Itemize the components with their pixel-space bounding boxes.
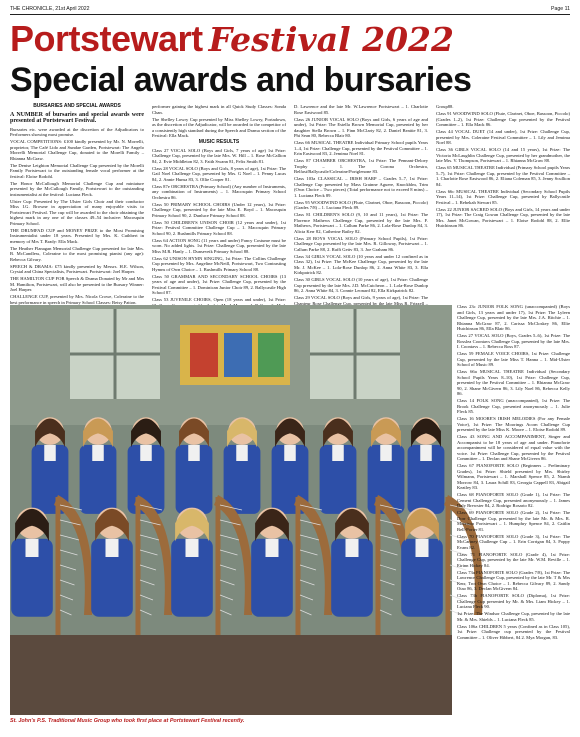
results-paragraph: The Denise Leighton Memorial Challenge Cup presented by the Morelli Family Portstewart to the outstanding female vocal performer at the festival: Eloise Rodohl.: [10, 162, 144, 179]
photo-caption: St. John's P.S. Traditional Music Group who took first place at Portstewart Festival recently.: [10, 718, 245, 724]
lead-paragraph: A NUMBER of bursaries and special awards were presented at Portstewart Festival.: [10, 111, 144, 125]
results-paragraph: Bursaries etc. were awarded at the discretion of the Adjudicators to Performers showing most promise.: [10, 126, 144, 138]
results-paragraph: Class 26 JUNIOR VOCAL SOLO (Boys and Girls, 6 years of age and under), 1st Prize: The Estella Brown Memorial Cup, presented by her daughter Stella Brown – 1. Finn McClarty 82, 2. Daniel Beattie 81, 3. Phi Sean 80, Rebecca Blair 80.: [294, 116, 428, 138]
results-paragraph: Class 69 PIANOFORTE SOLO (Grade 2), 1st Prize: The Dorr Challenge Cup, presented by the late Mr. & Mrs. R. Morrison Portstewart – 1. Humphry Spence 84, 2. Caitlin Bell-Porter 81.: [457, 510, 570, 532]
child-figure: [251, 508, 293, 617]
column-2-body: [152, 104, 286, 139]
results-paragraph: Ulster Cup: Presented by The Ulster Girls Choir and their conductor Miss I.G. Browne in appreciation of many enjoyable visits to Portstewart Festival. The cup will be awarded to the choir obtaining the highest mark in any one of the classes 49–54 inclusive: Macosquin Primary School.: [10, 198, 144, 226]
results-paragraph: CHALLENGE CUP, presented by Mrs. Nicola Crowe, Coleraine to the best performance in speech in Primary School Classes: Betsy Patton.: [10, 294, 144, 305]
article-columns: [10, 104, 570, 304]
results-paragraph: THE HAMILTON CUP FOR Speech & Drama Donated by Mr and Mrs M. Hamilton, Portstewart, will also be presented to the Bursary Winner: Joel Harper.: [10, 276, 144, 293]
results-paragraph: VOCAL COMPETITIONS: £100 kindly presented by Mr. N. Morrelli, proprietor, The Café Lido and Sundae Garden, Portstewart: The Angelo Morrelli Memorial Challenge Cup, donated to the Morelli Family – Rhianna McGraw.: [10, 139, 144, 161]
column-subhead: BURSARIES AND SPECIAL AWARDS: [33, 103, 121, 109]
child-figure: [331, 508, 373, 617]
results-paragraph: Class 14 FOLK SONG (unaccompanied), 1st Prize: The Brook Challenge Cup, presented anonymously – 1. Julie Fleck 85.: [457, 398, 570, 414]
child-figure: [128, 417, 165, 514]
child-figure: [171, 508, 213, 617]
results-paragraph: Class 65 MUSICAL THEATRE Individual (Primary School pupils Years 5–7), 1st Prize: Challenge Cup, presented by the Festival Committee – 1. Charlotte Rose Eastwood 86, 2. Eliana Coleman 85, 3. Jenny Scullion 84.: [436, 165, 570, 187]
results-paragraph: Class 70 PIANOFORTE SOLO (Grade 3), 1st Prize: The McCartney Challenge Cup – 1. Erin Corrigan 84, 3. Poppy Evans 82.: [457, 533, 570, 550]
results-paragraph: Class 50 PRIMARY SCHOOL CHOIRS (Under 12 years), 1st Prize: Challenge Cup, presented by the late Miss E. Boyd – 1. Macosquin Primary School 90, 2. Dunluce Primary School 88.: [152, 201, 286, 218]
page-number: Page 11: [551, 6, 570, 12]
results-paragraph: Class 59 FEMALE VOICE CHOIRS, 1st Prize: Challenge Cup, presented by the late Miss T. Hanna – 1. Mid-Ulster School of Music 89.: [457, 351, 570, 367]
results-paragraph: Class 87e ORCHESTRA (Primary School) (Any number of Instruments, any combination of Instruments) – 1. Macosquin Primary School Orchestra 86.: [152, 183, 286, 200]
group-photo: [10, 305, 452, 715]
results-paragraph: Class 16 MOORE'S IRISH MELODIES (For any Female Voice), 1st Prize: The Moorings Acorn Challenge Cup presented by the late Miss K. Moore – 1. Eloise Rodohl 89.: [457, 416, 570, 432]
column-4-body: [436, 104, 570, 229]
article-headline: Special awards and bursaries: [10, 61, 472, 99]
results-paragraph: Group88.: [436, 104, 454, 109]
results-paragraph: Class 29 VOCAL SOLO (Boys and Girls, 9 years of age), 1st Prize: The Chanteur Rose Challenge Cup, presented by the late Miss R. Frizzell –: [294, 295, 428, 306]
results-paragraph: Class 66c MUSICAL THEATRE Individual (Secondary School Pupils Years 11–14), 1st Prize: Challenge Cup, presented by Ballycastle Festival – 1. Rebekah Stewart 85.: [436, 188, 570, 205]
results-paragraph: Class 36 GIRLS VOCAL SOLO (14 and 15 years), 1st Prize: The Victoria McLaughlin Challenge Cup, presented by her grandmother, the late Mrs. V. Thompson, Portstewart – 1. Rhianna McGraw 88.: [436, 147, 570, 163]
results-paragraph: Class 50 CHILDREN'S UNISON CHOIR (12 years and under), 1st Prize: Festival Committee Challenge Cup – 1. Macosquin Primary School 90, 2. Bushmills Primary School 88.: [152, 219, 286, 236]
child-figure: [11, 508, 53, 617]
results-paragraph: Class 28 BOYS VOCAL SOLO (Primary School Pupils), 1st Prize: Challenge Cup presented by the late Mrs. R. Gilloway, Portstewart – 1. Callum Parke 88, 2. Raffi Gettv 83, 3. Joe Graham 86.: [294, 235, 428, 252]
results-paragraph: Class 106a CHILDREN 5 years (Confined as in Class 105), 1st Prize: Challenge cup presented by the Festival Committee – 1. Oliver Hibbert, 84 2. Mya Morgan, 83.: [457, 623, 570, 640]
results-paragraph: Class 50 GRAMMAR AND SECONDARY SCHOOL CHOIRS (13 years of age and under), 1st Prize: Challenge Cup, presented by the Festival Committee – 1. Dominican Junior Choir 89, 2. Ballycastle High School 87.: [152, 273, 286, 295]
results-paragraph: Class 27 VOCAL SOLO (Boys, Grades 5–6), 1st Prize: The Rosslea Coontavs Challenge Cup, presented by the late Mrs. I. Coontavs – 1. Rebecca Ross 87.: [457, 333, 570, 349]
child-figure: [408, 417, 445, 514]
results-paragraph: Class 27 VOCAL SOLO (Boys and Girls, 7 years of age) 1st Prize: Challenge Cup, presented by the late Mrs. W. Hill – 1. Rose McCallion 84, 2. Evie Middleton 82, 3. Faith Swann 81, Felix Smith 81.: [152, 147, 286, 164]
results-paragraph: performer gaining the highest mark in all Quick Study Classes: Sonda Chan.: [152, 104, 286, 115]
results-paragraph: D. Lawrence and the late Mr. W.Lawrence Portstewart – 1. Charlotte Rose Eastwood 85.: [294, 104, 428, 115]
column-4: [436, 104, 570, 304]
results-paragraph: The Honor McCullough Memorial Challenge Cup and miniature presented by the McCullough Family, Portstewart to the outstanding instrumentalist at the festival: Luciana Fleck.: [10, 180, 144, 197]
results-paragraph: Class 71 PIANOFORTE SOLO (Grade 4), 1st Prize: Challenge Cup, presented by the late Mr. W.M. Reville – 1. Eirinn Hickey 84.: [457, 551, 570, 568]
results-paragraph: Class 53 JUVENILE CHOIRS, Open (18 years and under), 1st Prize:: [152, 297, 286, 302]
child-figure: [320, 417, 357, 514]
child-figure: [80, 417, 117, 514]
results-paragraph: Class 91 WOODWIND SOLO (Flute, Clarinet, Oboe, Bassoon, Piccolo) (Grades 1–2), 1st Prize: Challenge Cup presented by the Festival Committee – 1. Ella Mack 86.: [436, 111, 570, 127]
results-paragraph: Class 28 VOCAL SOLO (Boys and Girls, 8 years of age), 1st Prize: The Gail Noel Challenge Cup, presented by Mrs. G Noel – 1. Penny Lucas 84, 2. Annie Hunsa 83, 3. Ollie Cooper 81.: [152, 165, 286, 182]
header-rule: [10, 14, 570, 15]
results-paragraph: The Heather Flanagan Memorial Challenge Cup presented for late Mrs. B. McCandless, Coleraine to the most promising pianist (any age): Rebecca Gilvary.: [10, 245, 144, 262]
results-paragraph: SPEECH & DRAMA: £75 kindly presented by Messrs. H.E. Wilson, Crystal and China Specialists, Portstewart. Portstewart: Joel Harper.: [10, 263, 144, 275]
child-figure: [368, 417, 405, 514]
music-results-subhead: MUSIC RESULTS: [198, 139, 240, 145]
column-5: [457, 304, 570, 724]
column-3: [294, 104, 428, 304]
results-paragraph: Class 44 VOCAL DUET (14 and under), 1st Prize: Challenge Cup, presented by Mrs. Coleraine Festival Committee – 1. Lily and Jemima Noel 88.: [436, 129, 570, 145]
results-paragraph: Class 23c JUNIOR FOLK SONG (unaccompanied) (Boys and Girls, 13 years and under 17), 1st Prize: The Lyleen Challenge Cup, presented by the late Mrs. J.A. Ritchie – 1. Rhianna McGraw 87, 2. Carissa McCloskey 86, Ellie Hutchinson 86, Ella Blair 86.: [457, 304, 570, 331]
results-paragraph: Class 73a PIANOFORTE SOLO (Grades 7/8), 1st Prize: The Lawrence Challenge Cup, presented by the late Mr. T & Mrs Kerr, Trot Own Choice – 1. Rebecca Gilvary 89, 2. Sandy Otao 86, 3. Declan McGivern 84.: [457, 569, 570, 591]
results-paragraph: THE DRUMFAD CUP and MONEY PRIZE to the Most Promising Instrumentalist under 18 years. Presented by Mrs. K. Cuthbert in memory of Mrs T. Brady: Ella Mack.: [10, 227, 144, 244]
results-paragraph: Class 81 CHILDREN'S SOLO (9, 10 and 11 years), 1st Prize: The Florence Mathews Challenge Cup, presented by the late Mrs. F. Mathews, Portstewart – 1. Callum Parke 86, 2. Lola-Rose Dunlop 84, 3. Alicia Kerr 82, Catherine Bailey 82.: [294, 212, 428, 234]
results-paragraph: Class 30 GIRLS VOCAL SOLO (10 years of age), 1st Prize: Challenge Cup presented by the late Mrs. J.D. McCutcheon – 1. Lola-Rose Dunlop 86, 2. Anna White 84, 3. Connie Leonard 82, Ella Kirkpatrick 82.: [294, 277, 428, 293]
results-paragraph: Class 62 UNISON HYMN SINGING, 1st Prize: The Collins Challenge Cup presented by Mrs. Angeline McNeill, Portstewart, Two Contrasting Hymns of Own Choice – 1. Bushmills Primary School 88.: [152, 255, 286, 272]
festival-title-main: Portstewart: [10, 18, 203, 59]
results-paragraph: Class 22 JUNIOR SACRED SOLO (Boys and Girls, 14 years and under 17), 1st Prize: The Craig Gowan Challenge Cup, presented by the late Mrs. Janet McGowan, Portstewart – 1. Eloise Rodohl 88, 2. Ellie Hutchinson 86.: [436, 206, 570, 228]
results-paragraph: Class 66 MUSICAL THEATRE Individual Primary School pupils Years 1–4, 1st Prize: Challenge Cup, presented by the Festival Committee – 1. Erin Eastwood 83, 2. Jemima Noel 81.: [294, 140, 428, 156]
child-figure: [176, 417, 213, 514]
column-1: [10, 104, 144, 304]
child-figure: [91, 508, 133, 617]
results-paragraph: The Shelley Lowry Cup presented by Miss Shelley Lowry, Portadown, as the discretion of the Adjudicator, will be awarded to the competitor of a consistently high standard during the Speech and Drama section of the Festival: Ella Mack.: [152, 116, 286, 138]
results-paragraph: Class 66a MUSICAL THEATRE Individual (Secondary School Pupils Years 8–10), 1st Prize: Challenge Cup, presented by the Festival Committee – 1. Rhianna McGraw 90, 2. Shane McGivern 86, 3. Lily Noel 86, Rebecca Kelly 86.: [457, 369, 570, 396]
child-figure: [401, 508, 443, 617]
photo-illustration: [10, 305, 452, 715]
festival-masthead: [10, 18, 570, 60]
child-figure: [224, 417, 261, 514]
results-paragraph: Class 95 WOODWIND SOLO (Flute, Clarinet, Oboe, Bassoon, Piccolo) (Grades 7/8) – 1. Luciana Fleck 89.: [294, 199, 428, 210]
results-paragraph: Class 34 GIRLS VOCAL SOLO (10 years and under 12 confined as in Class 32), 1st Prize: The McKee Challenge Cup, presented by the late Mr. J. McKee – 1. Lola-Rose Dunlop 86, 2. Anna White 83, 3. Ella Kirkpatrick 82.: [294, 253, 428, 275]
column-2: [152, 104, 286, 304]
results-paragraph: Class 67 PIANOFORTE SOLO (Beginners – Preliminary Grades), 1st Prize: Shield presented by Mrs. Shirley Wilmann, Portstewart – 1. Marshall Spence 85, 2. Niamh Morrow 84, 3. Laura Schill 83, Georgia Cappell 83, Abigail Keatley 83.: [457, 463, 570, 490]
results-paragraph: Class 68 PIANOFORTE SOLO (Grade 1), 1st Prize: The Cement Challenge Cup, presented anonymously – 1. James Daly Brewster 84, 2. Rodrigo Rosario 82.: [457, 492, 570, 508]
results-paragraph: Class 43 SONG AND ACCOMPANIMENT, Singer and Accompanist to be 18 years of age and under. Pianoforte accompaniment will be considered of equal value with the voice. 1st Prize: Challenge Cup, presented by the Festival Committee – 1. Declan and Shane McGivern 86.: [457, 434, 570, 461]
results-paragraph: Class 103a CLASSICAL – IRISH HARP – Grades 5–7, 1st Prize: Challenge Cup presented by Mass Grainne Aguere, Knockblm, Trim (Own Choice – Two pieces) (Total performance not to exceed 8 mins) – 1. Luciana Fleck 89.: [294, 176, 428, 198]
paper-date: THE CHRONICLE, 21st April 2022: [10, 6, 90, 12]
page-header: [10, 4, 570, 14]
results-paragraph: Class 73b PIANOFORTE SOLO (Diploma), 1st Prize: Challenge Cup presented by Mr. & Mrs. Liam Hickey – 1. Luciana Fleck 90.: [457, 593, 570, 609]
results-paragraph: Class 64 ACTION SONG (11 years and under) Fancy Costume must be worn. No added lights. 1st Prize: Challenge Cup, presented by the late Miss M.R. Hanly – 1. Dunseveik Primary School 88.: [152, 237, 286, 254]
festival-title-script: Festival 2022: [208, 20, 454, 59]
results-paragraph: Class 87 CHAMBER ORCHESTRA, 1st Prize: The Pennant-Deloey Trophy – 1. The Corona Orchestra, Belfast/Ballycastle/Coleraine/Portglenone 83.: [294, 158, 428, 174]
results-paragraph: 1st Prize: The Windsor Challenge Cup, presented by the late Mr. & Mrs. Shields – 1. Luciana Fleck 85.: [457, 611, 570, 622]
